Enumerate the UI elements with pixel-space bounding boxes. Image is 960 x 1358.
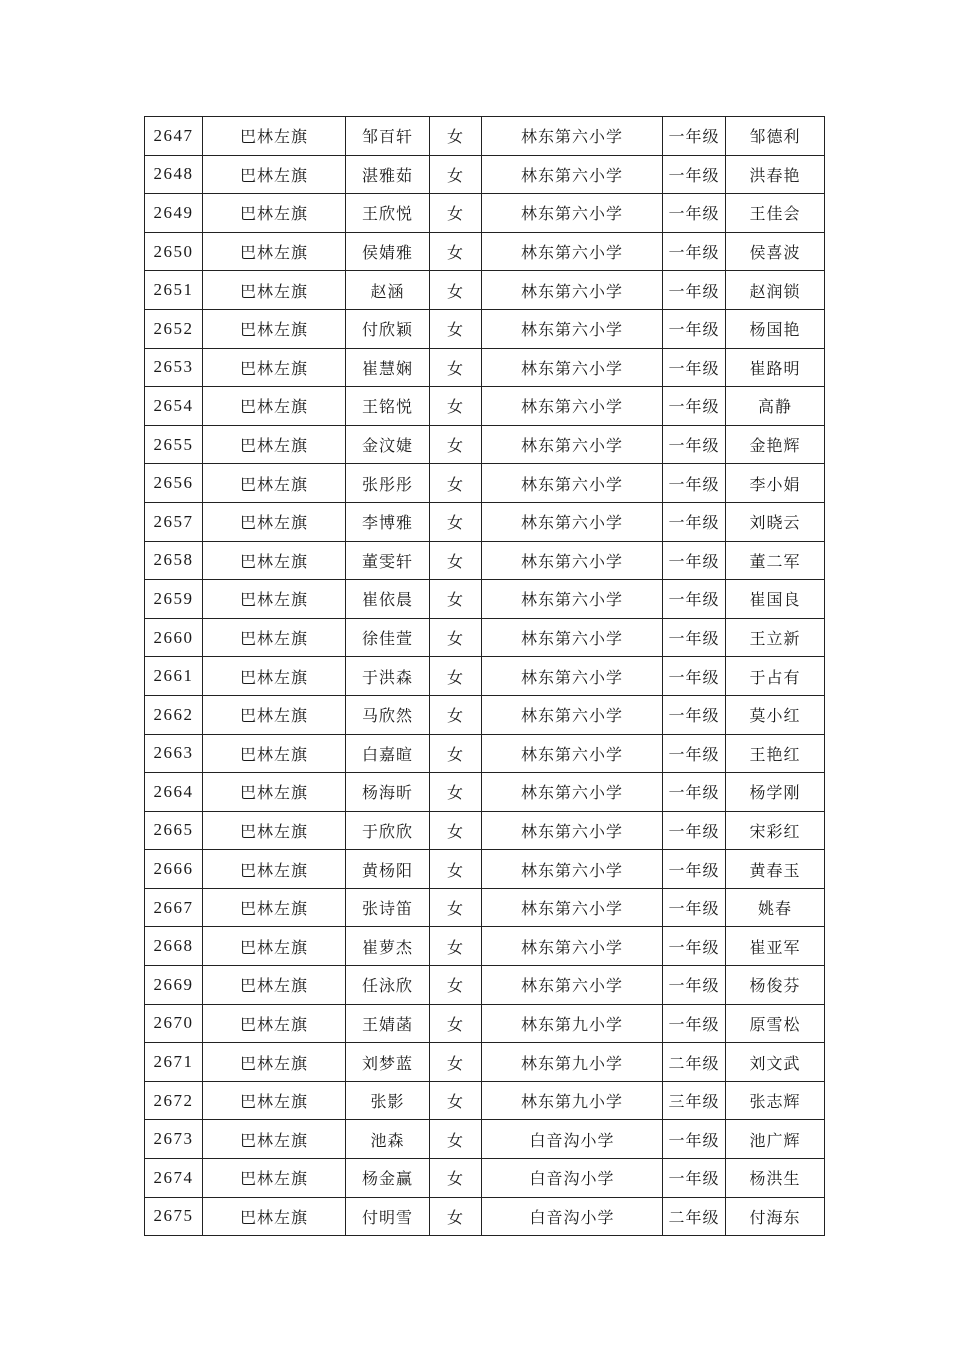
- table-row: [145, 464, 825, 503]
- table-row: [145, 1004, 825, 1043]
- grade-cell: 二年级: [663, 1197, 726, 1236]
- school-cell: 林东第六小学: [482, 502, 663, 541]
- gender-cell: 女: [430, 1004, 482, 1043]
- table-row: [145, 425, 825, 464]
- student-name-cell: 黄杨阳: [346, 850, 430, 889]
- grade-cell: 一年级: [663, 348, 726, 387]
- table-row: [145, 850, 825, 889]
- district-cell: 巴林左旗: [203, 425, 346, 464]
- table-row: [145, 657, 825, 696]
- student-name-cell: 王婧菡: [346, 1004, 430, 1043]
- school-cell: 林东第六小学: [482, 387, 663, 426]
- guardian-name-cell: 董二军: [726, 541, 825, 580]
- guardian-name-cell: 于占有: [726, 657, 825, 696]
- serial-number-cell: 2672: [145, 1081, 203, 1120]
- gender-cell: 女: [430, 618, 482, 657]
- grade-cell: 一年级: [663, 580, 726, 619]
- school-cell: 林东第六小学: [482, 811, 663, 850]
- district-cell: 巴林左旗: [203, 1120, 346, 1159]
- guardian-name-cell: 张志辉: [726, 1081, 825, 1120]
- gender-cell: 女: [430, 734, 482, 773]
- table-row: [145, 734, 825, 773]
- gender-cell: 女: [430, 1159, 482, 1198]
- gender-cell: 女: [430, 657, 482, 696]
- serial-number-cell: 2657: [145, 502, 203, 541]
- guardian-name-cell: 高静: [726, 387, 825, 426]
- guardian-name-cell: 杨洪生: [726, 1159, 825, 1198]
- gender-cell: 女: [430, 811, 482, 850]
- district-cell: 巴林左旗: [203, 966, 346, 1005]
- student-name-cell: 张影: [346, 1081, 430, 1120]
- student-name-cell: 付明雪: [346, 1197, 430, 1236]
- district-cell: 巴林左旗: [203, 734, 346, 773]
- serial-number-cell: 2670: [145, 1004, 203, 1043]
- serial-number-cell: 2669: [145, 966, 203, 1005]
- gender-cell: 女: [430, 888, 482, 927]
- grade-cell: 一年级: [663, 117, 726, 156]
- district-cell: 巴林左旗: [203, 811, 346, 850]
- grade-cell: 一年级: [663, 734, 726, 773]
- district-cell: 巴林左旗: [203, 580, 346, 619]
- gender-cell: 女: [430, 1043, 482, 1082]
- school-cell: 林东第六小学: [482, 695, 663, 734]
- school-cell: 林东第六小学: [482, 309, 663, 348]
- table-row: [145, 618, 825, 657]
- school-cell: 林东第六小学: [482, 425, 663, 464]
- guardian-name-cell: 黄春玉: [726, 850, 825, 889]
- student-name-cell: 白嘉暄: [346, 734, 430, 773]
- grade-cell: 一年级: [663, 232, 726, 271]
- table-row: [145, 580, 825, 619]
- serial-number-cell: 2661: [145, 657, 203, 696]
- serial-number-cell: 2662: [145, 695, 203, 734]
- school-cell: 林东第九小学: [482, 1004, 663, 1043]
- school-cell: 林东第六小学: [482, 117, 663, 156]
- district-cell: 巴林左旗: [203, 232, 346, 271]
- school-cell: 林东第六小学: [482, 966, 663, 1005]
- serial-number-cell: 2671: [145, 1043, 203, 1082]
- table-row: [145, 1159, 825, 1198]
- school-cell: 林东第六小学: [482, 734, 663, 773]
- guardian-name-cell: 邹德利: [726, 117, 825, 156]
- serial-number-cell: 2655: [145, 425, 203, 464]
- guardian-name-cell: 姚春: [726, 888, 825, 927]
- table-row: [145, 194, 825, 233]
- table-row: [145, 1043, 825, 1082]
- district-cell: 巴林左旗: [203, 773, 346, 812]
- guardian-name-cell: 崔国良: [726, 580, 825, 619]
- guardian-name-cell: 李小娟: [726, 464, 825, 503]
- grade-cell: 一年级: [663, 966, 726, 1005]
- student-name-cell: 王铭悦: [346, 387, 430, 426]
- guardian-name-cell: 莫小红: [726, 695, 825, 734]
- school-cell: 林东第六小学: [482, 888, 663, 927]
- serial-number-cell: 2674: [145, 1159, 203, 1198]
- guardian-name-cell: 王艳红: [726, 734, 825, 773]
- grade-cell: 一年级: [663, 927, 726, 966]
- student-name-cell: 杨海昕: [346, 773, 430, 812]
- guardian-name-cell: 赵润锁: [726, 271, 825, 310]
- district-cell: 巴林左旗: [203, 194, 346, 233]
- grade-cell: 一年级: [663, 1004, 726, 1043]
- gender-cell: 女: [430, 541, 482, 580]
- serial-number-cell: 2653: [145, 348, 203, 387]
- guardian-name-cell: 王立新: [726, 618, 825, 657]
- table-row: [145, 387, 825, 426]
- district-cell: 巴林左旗: [203, 657, 346, 696]
- district-cell: 巴林左旗: [203, 541, 346, 580]
- student-name-cell: 崔慧娴: [346, 348, 430, 387]
- student-name-cell: 董雯轩: [346, 541, 430, 580]
- table-row: [145, 1081, 825, 1120]
- student-name-cell: 马欣然: [346, 695, 430, 734]
- school-cell: 林东第九小学: [482, 1043, 663, 1082]
- gender-cell: 女: [430, 1081, 482, 1120]
- guardian-name-cell: 杨学刚: [726, 773, 825, 812]
- serial-number-cell: 2666: [145, 850, 203, 889]
- gender-cell: 女: [430, 348, 482, 387]
- serial-number-cell: 2673: [145, 1120, 203, 1159]
- school-cell: 林东第六小学: [482, 927, 663, 966]
- student-name-cell: 刘梦蓝: [346, 1043, 430, 1082]
- serial-number-cell: 2663: [145, 734, 203, 773]
- grade-cell: 一年级: [663, 888, 726, 927]
- guardian-name-cell: 刘文武: [726, 1043, 825, 1082]
- district-cell: 巴林左旗: [203, 1159, 346, 1198]
- district-cell: 巴林左旗: [203, 1004, 346, 1043]
- grade-cell: 一年级: [663, 464, 726, 503]
- serial-number-cell: 2675: [145, 1197, 203, 1236]
- gender-cell: 女: [430, 966, 482, 1005]
- grade-cell: 三年级: [663, 1081, 726, 1120]
- student-name-cell: 于欣欣: [346, 811, 430, 850]
- guardian-name-cell: 池广辉: [726, 1120, 825, 1159]
- school-cell: 林东第六小学: [482, 657, 663, 696]
- student-name-cell: 付欣颖: [346, 309, 430, 348]
- school-cell: 白音沟小学: [482, 1120, 663, 1159]
- student-name-cell: 于洪森: [346, 657, 430, 696]
- guardian-name-cell: 侯喜波: [726, 232, 825, 271]
- gender-cell: 女: [430, 850, 482, 889]
- district-cell: 巴林左旗: [203, 1197, 346, 1236]
- gender-cell: 女: [430, 155, 482, 194]
- guardian-name-cell: 崔路明: [726, 348, 825, 387]
- student-name-cell: 池森: [346, 1120, 430, 1159]
- school-cell: 白音沟小学: [482, 1197, 663, 1236]
- student-name-cell: 赵涵: [346, 271, 430, 310]
- serial-number-cell: 2651: [145, 271, 203, 310]
- serial-number-cell: 2658: [145, 541, 203, 580]
- grade-cell: 一年级: [663, 309, 726, 348]
- serial-number-cell: 2652: [145, 309, 203, 348]
- district-cell: 巴林左旗: [203, 1081, 346, 1120]
- school-cell: 林东第九小学: [482, 1081, 663, 1120]
- school-cell: 林东第六小学: [482, 618, 663, 657]
- table-row: [145, 155, 825, 194]
- district-cell: 巴林左旗: [203, 464, 346, 503]
- school-cell: 林东第六小学: [482, 850, 663, 889]
- table-row: [145, 966, 825, 1005]
- grade-cell: 一年级: [663, 773, 726, 812]
- school-cell: 林东第六小学: [482, 348, 663, 387]
- guardian-name-cell: 杨国艳: [726, 309, 825, 348]
- table-row: [145, 1120, 825, 1159]
- roster-table: [144, 116, 825, 1236]
- student-name-cell: 金汶婕: [346, 425, 430, 464]
- table-row: [145, 1197, 825, 1236]
- student-name-cell: 张诗笛: [346, 888, 430, 927]
- gender-cell: 女: [430, 387, 482, 426]
- serial-number-cell: 2659: [145, 580, 203, 619]
- table-row: [145, 695, 825, 734]
- gender-cell: 女: [430, 927, 482, 966]
- district-cell: 巴林左旗: [203, 117, 346, 156]
- serial-number-cell: 2665: [145, 811, 203, 850]
- gender-cell: 女: [430, 1197, 482, 1236]
- serial-number-cell: 2667: [145, 888, 203, 927]
- table-row: [145, 309, 825, 348]
- table-row: [145, 927, 825, 966]
- table-row: [145, 541, 825, 580]
- table-row: [145, 348, 825, 387]
- roster-table-body: [145, 117, 825, 1236]
- gender-cell: 女: [430, 580, 482, 619]
- grade-cell: 一年级: [663, 541, 726, 580]
- table-row: [145, 773, 825, 812]
- student-name-cell: 崔萝杰: [346, 927, 430, 966]
- school-cell: 林东第六小学: [482, 232, 663, 271]
- grade-cell: 一年级: [663, 387, 726, 426]
- district-cell: 巴林左旗: [203, 695, 346, 734]
- guardian-name-cell: 金艳辉: [726, 425, 825, 464]
- district-cell: 巴林左旗: [203, 309, 346, 348]
- gender-cell: 女: [430, 271, 482, 310]
- guardian-name-cell: 刘晓云: [726, 502, 825, 541]
- serial-number-cell: 2654: [145, 387, 203, 426]
- gender-cell: 女: [430, 117, 482, 156]
- grade-cell: 一年级: [663, 618, 726, 657]
- district-cell: 巴林左旗: [203, 618, 346, 657]
- student-name-cell: 崔依晨: [346, 580, 430, 619]
- gender-cell: 女: [430, 309, 482, 348]
- district-cell: 巴林左旗: [203, 387, 346, 426]
- grade-cell: 一年级: [663, 695, 726, 734]
- district-cell: 巴林左旗: [203, 888, 346, 927]
- school-cell: 林东第六小学: [482, 155, 663, 194]
- serial-number-cell: 2647: [145, 117, 203, 156]
- gender-cell: 女: [430, 1120, 482, 1159]
- student-name-cell: 张彤彤: [346, 464, 430, 503]
- guardian-name-cell: 王佳会: [726, 194, 825, 233]
- district-cell: 巴林左旗: [203, 502, 346, 541]
- grade-cell: 一年级: [663, 657, 726, 696]
- district-cell: 巴林左旗: [203, 271, 346, 310]
- student-name-cell: 李博雅: [346, 502, 430, 541]
- grade-cell: 一年级: [663, 155, 726, 194]
- table-row: [145, 271, 825, 310]
- district-cell: 巴林左旗: [203, 850, 346, 889]
- school-cell: 林东第六小学: [482, 464, 663, 503]
- gender-cell: 女: [430, 232, 482, 271]
- guardian-name-cell: 洪春艳: [726, 155, 825, 194]
- district-cell: 巴林左旗: [203, 155, 346, 194]
- guardian-name-cell: 原雪松: [726, 1004, 825, 1043]
- student-name-cell: 邹百轩: [346, 117, 430, 156]
- school-cell: 林东第六小学: [482, 773, 663, 812]
- serial-number-cell: 2668: [145, 927, 203, 966]
- table-row: [145, 811, 825, 850]
- grade-cell: 一年级: [663, 502, 726, 541]
- student-name-cell: 侯婧雅: [346, 232, 430, 271]
- gender-cell: 女: [430, 464, 482, 503]
- table-row: [145, 888, 825, 927]
- gender-cell: 女: [430, 194, 482, 233]
- grade-cell: 一年级: [663, 850, 726, 889]
- table-row: [145, 117, 825, 156]
- gender-cell: 女: [430, 695, 482, 734]
- school-cell: 林东第六小学: [482, 580, 663, 619]
- grade-cell: 一年级: [663, 194, 726, 233]
- gender-cell: 女: [430, 773, 482, 812]
- grade-cell: 一年级: [663, 425, 726, 464]
- gender-cell: 女: [430, 425, 482, 464]
- district-cell: 巴林左旗: [203, 927, 346, 966]
- grade-cell: 一年级: [663, 1120, 726, 1159]
- school-cell: 林东第六小学: [482, 541, 663, 580]
- district-cell: 巴林左旗: [203, 348, 346, 387]
- student-name-cell: 徐佳萱: [346, 618, 430, 657]
- student-name-cell: 王欣悦: [346, 194, 430, 233]
- grade-cell: 二年级: [663, 1043, 726, 1082]
- guardian-name-cell: 崔亚军: [726, 927, 825, 966]
- student-name-cell: 湛雅茹: [346, 155, 430, 194]
- grade-cell: 一年级: [663, 1159, 726, 1198]
- grade-cell: 一年级: [663, 271, 726, 310]
- grade-cell: 一年级: [663, 811, 726, 850]
- serial-number-cell: 2660: [145, 618, 203, 657]
- school-cell: 白音沟小学: [482, 1159, 663, 1198]
- student-name-cell: 杨金赢: [346, 1159, 430, 1198]
- student-name-cell: 任泳欣: [346, 966, 430, 1005]
- school-cell: 林东第六小学: [482, 271, 663, 310]
- serial-number-cell: 2648: [145, 155, 203, 194]
- serial-number-cell: 2656: [145, 464, 203, 503]
- serial-number-cell: 2664: [145, 773, 203, 812]
- district-cell: 巴林左旗: [203, 1043, 346, 1082]
- table-row: [145, 502, 825, 541]
- serial-number-cell: 2649: [145, 194, 203, 233]
- gender-cell: 女: [430, 502, 482, 541]
- guardian-name-cell: 付海东: [726, 1197, 825, 1236]
- guardian-name-cell: 宋彩红: [726, 811, 825, 850]
- table-row: [145, 232, 825, 271]
- serial-number-cell: 2650: [145, 232, 203, 271]
- school-cell: 林东第六小学: [482, 194, 663, 233]
- guardian-name-cell: 杨俊芬: [726, 966, 825, 1005]
